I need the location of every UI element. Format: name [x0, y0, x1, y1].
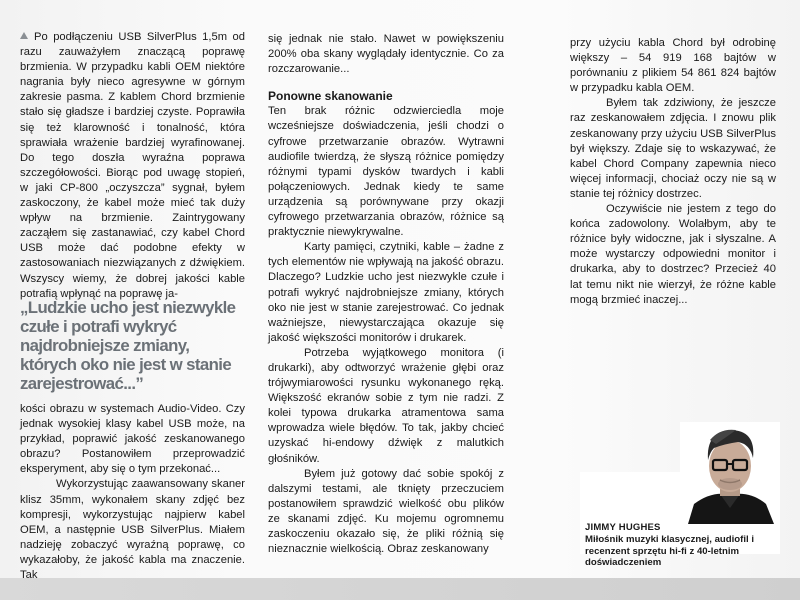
column2-paragraph-4: Potrzeba wyjątkowego monitora (i drukarki), aby odtworzyć wrażenie głębi oraz trójwymiarowości rysunku wykonanego ręką. Większość ekranów sobie z tym nie radzi. Z kolei typowa drukarka atramentowa sama wprowadza wiele błędów. To tak, jakby chcieć uzyskać hi-endowy dźwięk z malutkich głośników.	[268, 346, 504, 465]
arrow-up-icon	[20, 32, 28, 39]
column2-paragraph-5: Byłem już gotowy dać sobie spokój z dalszymi testami, ale tknięty przeczuciem postanowiłem sprawdzić wielkość obu plików ze skanami zdjęć. Ku mojemu ogromnemu zaskoczeniu okazało się, że pliki różnią się nieznacznie wielkością. Obraz zeskanowany	[268, 467, 504, 556]
column3-paragraph-1: przy użyciu kabla Chord był odrobinę większy – 54 919 168 bajtów w porównaniu z plikiem 54 861 824 bajtów w przypadku kabla OEM.	[570, 37, 776, 95]
column3-paragraph-3: Oczywiście nie jestem z tego do końca zadowolony. Wolałbym, aby te różnice były widoczne, jak i słyszalne. A może wystarczy odpowiedni monitor i drukarka, aby to dostrzec? Przecież 40 lat temu nikt nie wierzył, że różne kable mogą brzmieć inaczej...	[570, 203, 776, 306]
column2-paragraph-2: Ten brak różnic odzwierciedla moje wcześniejsze doświadczenia, jeśli chodzi o cyfrowe przetwarzanie obrazów. Wytrawni audiofile twierdzą, że słyszą różnice pomiędzy różnymi typami dysków twardych i kabli połączeniowych. Jednak kiedy te same urządzenia są porównywane przy okazji cyfrowego przetwarzania obrazów, różnice są praktycznie niewykrywalne.	[268, 105, 504, 239]
column2-paragraph-1: się jednak nie stało. Nawet w powiększeniu 200% oba skany wyglądały identycznie. Co za rozczarowanie...	[268, 33, 504, 76]
pull-quote: „Ludzkie ucho jest niezwykle czułe i potrafi wykryć najdrobniejsze zmiany, których oko nie jest w stanie zarejestrować...”	[20, 298, 236, 393]
author-portrait	[680, 422, 780, 524]
article-column-1-lower	[20, 402, 245, 583]
column1-paragraph-2: kości obrazu w systemach Audio-Video. Czy jednak wysokiej klasy kabel USB może, na przykład, poprawić jakość zeskanowanego obrazu? Postanowiłem przeprowadzić eksperyment, aby się o tym przekonać...	[20, 403, 245, 476]
author-description: Miłośnik muzyki klasycznej, audiofil i recenzent sprzętu hi-fi z 40-letnim doświadczeniem	[585, 534, 755, 568]
column1-paragraph-1: Po podłączeniu USB SilverPlus 1,5m od razu zauważyłem znaczącą poprawę brzmienia. W przypadku kabli OEM niektóre nagrania były nieco agresywne w górnym zakresie pasma. Z kablem Chord brzmienie stało się gładsze i bardziej czyste. Poprawiła się też klarowność i tonalność, która sprawiała wrażenie bardziej wyrafinowanej. Do tego doszła wyraźna poprawa szczegółowości. Biorąc pod uwagę stopień, w jaki CP-800 „oczyszcza” sygnał, byłem zaskoczony, że kabel może mieć tak duży wpływ na brzmienie. Zaintrygowany zacząłem się zastanawiać, czy kabel Chord USB może dać podobne efekty w zastosowaniach niezwiązanych z dźwiękiem. Wszyscy wiemy, że dobrej jakości kable potrafią wpłynąć na poprawę ja-	[20, 31, 245, 300]
article-column-1	[20, 30, 245, 302]
section-heading: Ponowne skanowanie	[268, 89, 393, 104]
column3-paragraph-2: Byłem tak zdziwiony, że jeszcze raz zeskanowałem zdjęcia. I znowu plik zeskanowany przy użyciu USB SilverPlus był większy. Zdaje się to wskazywać, że kabel Chord Company zapewnia nieco więcej informacji, chociaż oczy nie są w stanie tej różnicy dostrzec.	[570, 97, 776, 200]
column1-paragraph-3: Wykorzystując zaawansowany skaner klisz 35mm, wykonałem skany zdjęć bez kompresji, wykorzystując najpierw kabel OEM, a następnie USB SilverPlus. Miałem nadzieję zobaczyć wyraźną poprawę, co wykazałoby, że jakość kabla ma znaczenie. Tak	[20, 478, 245, 582]
column2-paragraph-3: Karty pamięci, czytniki, kable – żadne z tych elementów nie wpływają na jakość obrazu. Dlaczego? Ludzkie ucho jest niezwykle czułe i potrafi wykryć najdrobniejsze zmiany, których oko nie jest w stanie zarejestrować. Co jednak ważniejsze, niewystarczająca okazuje się jakość większości monitorów i drukarek.	[268, 241, 504, 344]
article-column-2	[268, 32, 504, 557]
article-column-3	[570, 36, 776, 308]
author-name: JIMMY HUGHES	[585, 522, 661, 533]
